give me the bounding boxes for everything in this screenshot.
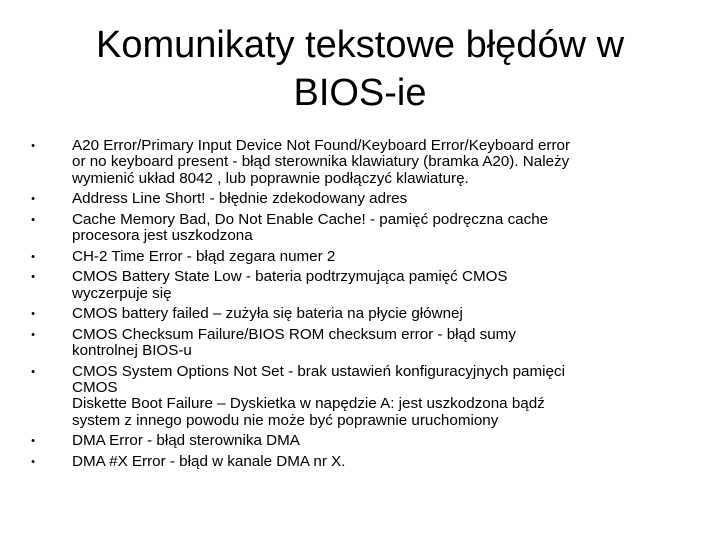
bullet-icon: • [31, 213, 35, 226]
bullet-icon: • [31, 365, 35, 378]
bullet-icon: • [31, 328, 35, 341]
bullet-icon: • [31, 308, 35, 321]
list-item-text: DMA #X Error - błąd w kanale DMA nr X. [72, 452, 346, 470]
list-item [28, 327, 698, 360]
bullet-icon: • [31, 455, 35, 468]
list-item [28, 269, 698, 302]
list-item-text: A20 Error/Primary Input Device Not Found/Keyboard Error/Keyboard error or no keyboard present - błąd sterownika klawiatury (bramka A20). Należy wymienić układ 8042 , lub poprawnie podłączyć klawiaturę. [72, 137, 571, 187]
list-item [28, 212, 698, 245]
list-item-text: CMOS Battery State Low - bateria podtrzymująca pamięć CMOS wyczerpuje się [72, 268, 508, 302]
list-item-text: CH-2 Time Error - błąd zegara numer 2 [72, 247, 336, 265]
list-item-text: CMOS System Options Not Set - brak ustawień konfiguracyjnych pamięci CMOS Diskette Boot Failure – Dyskietka w napędzie A: jest uszkodzona bądź system z innego powodu nie może być poprawnie uruchomiony [72, 362, 565, 429]
bullet-icon: • [31, 271, 35, 284]
bullet-icon: • [31, 193, 35, 206]
list-item-text: Address Line Short! - błędnie zdekodowany adres [72, 190, 408, 208]
list-item [28, 138, 698, 187]
bullet-icon: • [31, 250, 35, 263]
list-item-text: Cache Memory Bad, Do Not Enable Cache! - pamięć podręczna cache procesora jest uszkodzona [72, 210, 549, 245]
list-item [28, 433, 698, 449]
list-item-text: DMA Error - błąd sterownika DMA [72, 432, 300, 450]
list-item [28, 306, 698, 322]
error-message-list [28, 138, 698, 474]
list-item [28, 364, 698, 430]
bullet-icon: • [31, 140, 35, 152]
list-item [28, 191, 698, 207]
list-item-text: CMOS battery failed – zużyła się bateria na płycie głównej [72, 305, 463, 323]
list-item-text: CMOS Checksum Failure/BIOS ROM checksum error - błąd sumy kontrolnej BIOS-u [72, 325, 516, 360]
list-item [28, 454, 698, 470]
list-item [28, 249, 698, 265]
bullet-icon: • [31, 435, 35, 448]
slide-title: Komunikaty tekstowe błędów w BIOS-ie [95, 24, 625, 114]
